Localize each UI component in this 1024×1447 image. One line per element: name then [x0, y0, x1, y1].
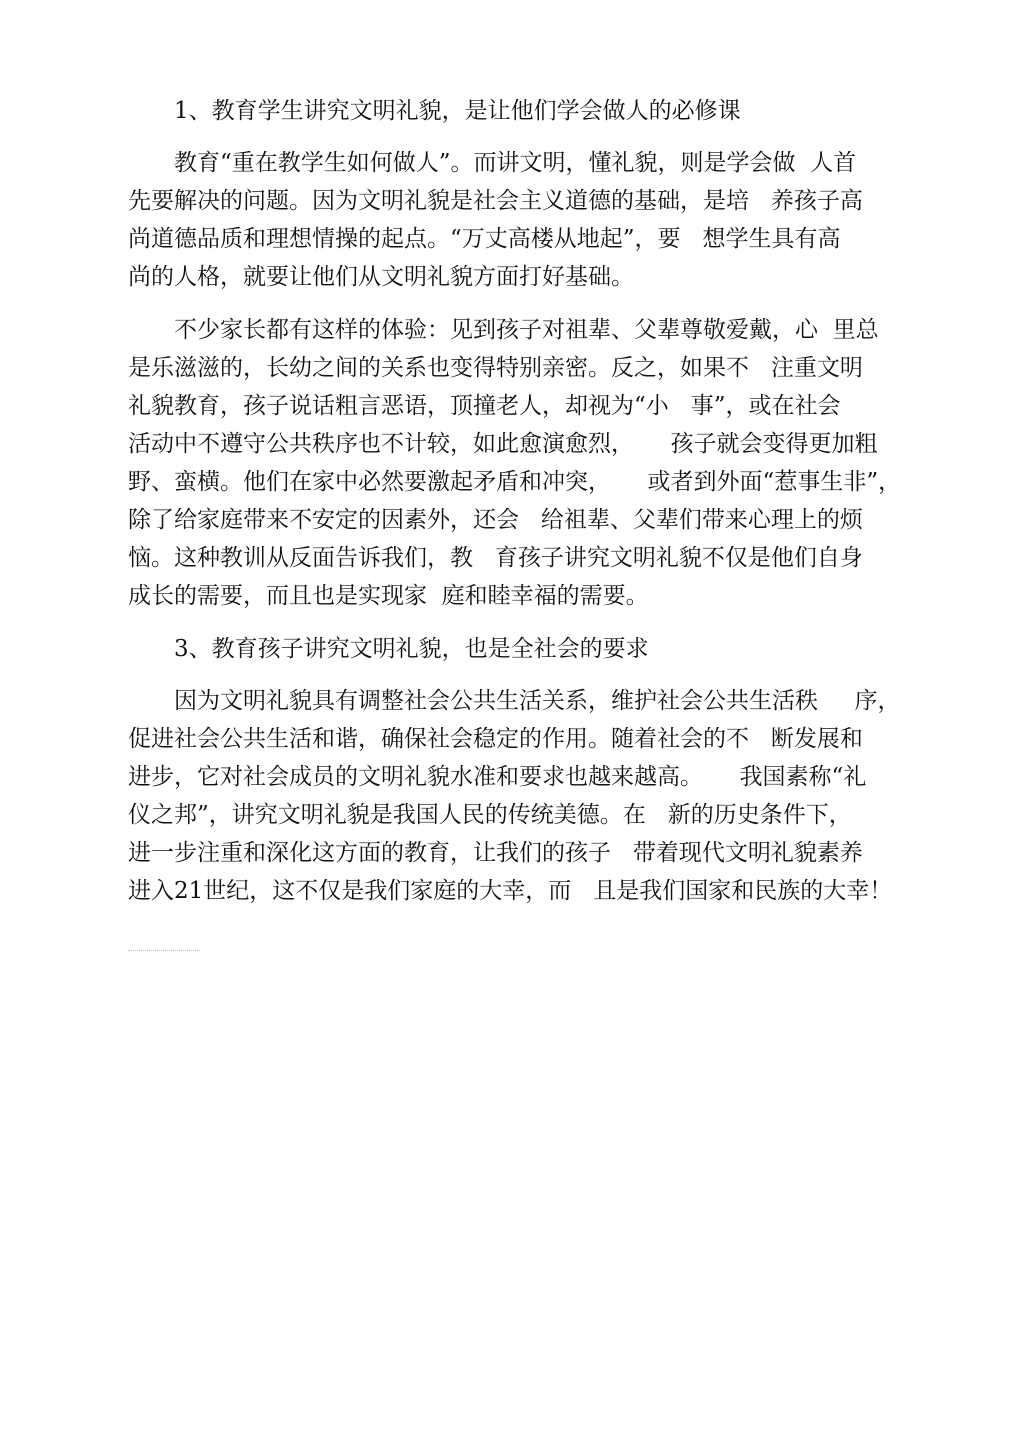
text-line: 除了给家庭带来不安定的因素外，还会 给祖辈、父辈们带来心理上的烦 — [128, 507, 863, 533]
text-line: 成长的需要，而且也是实现家 庭和睦幸福的需要。 — [128, 583, 649, 609]
paragraph-3 — [128, 682, 918, 910]
text-line: 恼。这种教训从反面告诉我们，教 育孩子讲究文明礼貌不仅是他们自身 — [128, 545, 863, 571]
text-line: 不少家长都有这样的体验：见到孩子对祖辈、父辈尊敬爱戴，心 里总 — [174, 317, 879, 343]
text-line: 仪之邦”，讲究文明礼貌是我国人民的传统美德。在 新的历史条件下， — [128, 802, 852, 828]
section-heading-3: 3、教育孩子讲究文明礼貌，也是全社会的要求 — [174, 636, 649, 662]
text-line: 先要解决的问题。因为文明礼貌是社会主义道德的基础，是培 养孩子高 — [128, 188, 863, 214]
text-line: 进一步注重和深化这方面的教育，让我们的孩子 带着现代文明礼貌素养 — [128, 840, 863, 866]
text-line: 礼貌教育，孩子说话粗言恶语，顶撞老人，却视为“小 事”，或在社会 — [128, 393, 841, 419]
section-heading-1: 1、教育学生讲究文明礼貌，是让他们学会做人的必修课 — [174, 98, 741, 124]
text-line: 进步，它对社会成员的文明礼貌水准和要求也越来越高。 我国素称“礼 — [128, 764, 867, 790]
footer-divider — [128, 950, 200, 951]
text-line: 活动中不遵守公共秩序也不计较，如此愈演愈烈， 孩子就会变得更加粗 — [128, 431, 878, 457]
text-line: 进入21世纪，这不仅是我们家庭的大幸，而 且是我们国家和民族的大幸！ — [128, 878, 893, 904]
text-line: 尚道德品质和理想情操的起点。“万丈高楼从地起”，要 想学生具有高 — [128, 226, 841, 252]
text-line: 教育“重在教学生如何做人”。而讲文明，懂礼貌，则是学会做 人首 — [174, 150, 857, 176]
paragraph-1 — [128, 144, 918, 296]
document-body — [128, 92, 918, 925]
text-line: 尚的人格，就要让他们从文明礼貌方面打好基础。 — [128, 264, 634, 290]
text-line: 因为文明礼貌具有调整社会公共生活关系，维护社会公共生活秩 序， — [174, 688, 901, 714]
text-line: 野、蛮横。他们在家中必然要激起矛盾和冲突， 或者到外面“惹事生非”， — [128, 469, 902, 495]
text-line: 促进社会公共生活和谐，确保社会稳定的作用。随着社会的不 断发展和 — [128, 726, 863, 752]
text-line: 是乐滋滋的，长幼之间的关系也变得特别亲密。反之，如果不 注重文明 — [128, 355, 863, 381]
paragraph-2 — [128, 311, 918, 615]
